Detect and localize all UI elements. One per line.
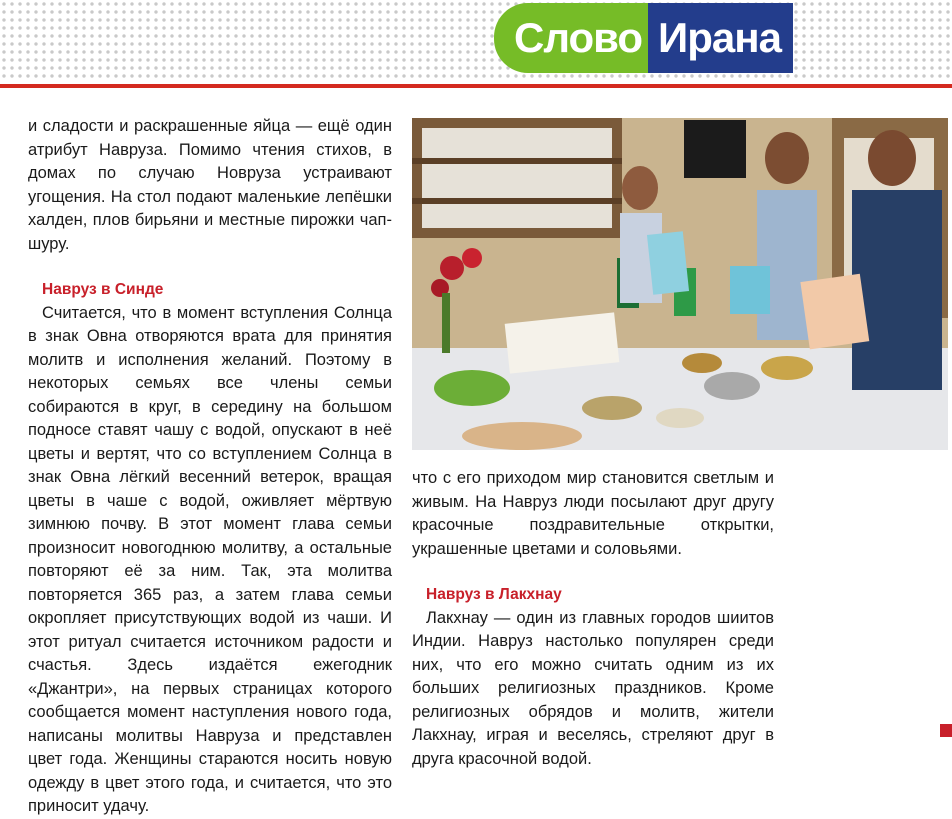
- logo-word-1: Слово: [494, 3, 648, 73]
- paragraph: и сладости и раскрашенные яйца — ещё один атрибут Навруза. Помимо чтения стихов, в домах по случаю Новруза устраивают угощения. На стол подают маленькие лепёшки халден, плов бирьяни и местные пирожки чап-шуру.: [28, 117, 392, 253]
- header-band: [0, 0, 952, 82]
- page-corner-mark: [940, 724, 952, 737]
- right-column: [412, 467, 774, 771]
- left-column: [28, 115, 392, 819]
- header-rule: [0, 84, 952, 88]
- paragraph: Считается, что в момент вступления Солнца в знак Овна отворяются врата для принятия молитв и исполнения желаний. Поэтому в некоторых семьях все члены семьи собираются в круг, в середину на большом подносе ставят чашу с водой, опускают в неё цветы и вертят, что со вступлением Солнца в знак Овна лёгкий весенний ветерок, вращая цветы в чаше с водой, оживляет мёртвую зимнюю почву. В этот момент глава семьи произносит новогоднюю молитву, а остальные повторяют её за ним. Так, эта молитва повторяется 365 раз, а затем глава семьи окропляет присутствующих водой из чаши. И этот ритуал считается источником радости и счастья. Здесь издаётся ежегодник «Джантри», на первых страницах которого сообщается момент наступления нового года, написаны молитвы Навруза и представлен цвет года. Женщины стараются носить новую одежду в цвет этого года, и считается, что это приносит удачу.: [28, 303, 392, 815]
- magazine-logo: [494, 3, 793, 73]
- paragraph: Лакхнау — один из главных городов шиитов Индии. Навруз настолько популярен среди них, что его можно считать одним из их больших религиозных праздников. Кроме религиозных обрядов и молитв, жители Лакхнау, играя и веселясь, стреляют друг в друга красочной водой.: [412, 608, 774, 768]
- logo-word-2: Ирана: [648, 3, 793, 73]
- paragraph: что с его приходом мир становится светлым и живым. На Навруз люди посылают друг другу красочные поздравительные открытки, украшенные цветами и соловьями.: [412, 469, 774, 558]
- section-heading: Навруз в Синде: [42, 281, 164, 298]
- section-heading: Навруз в Лакхнау: [426, 586, 562, 603]
- article-photo: [412, 118, 948, 450]
